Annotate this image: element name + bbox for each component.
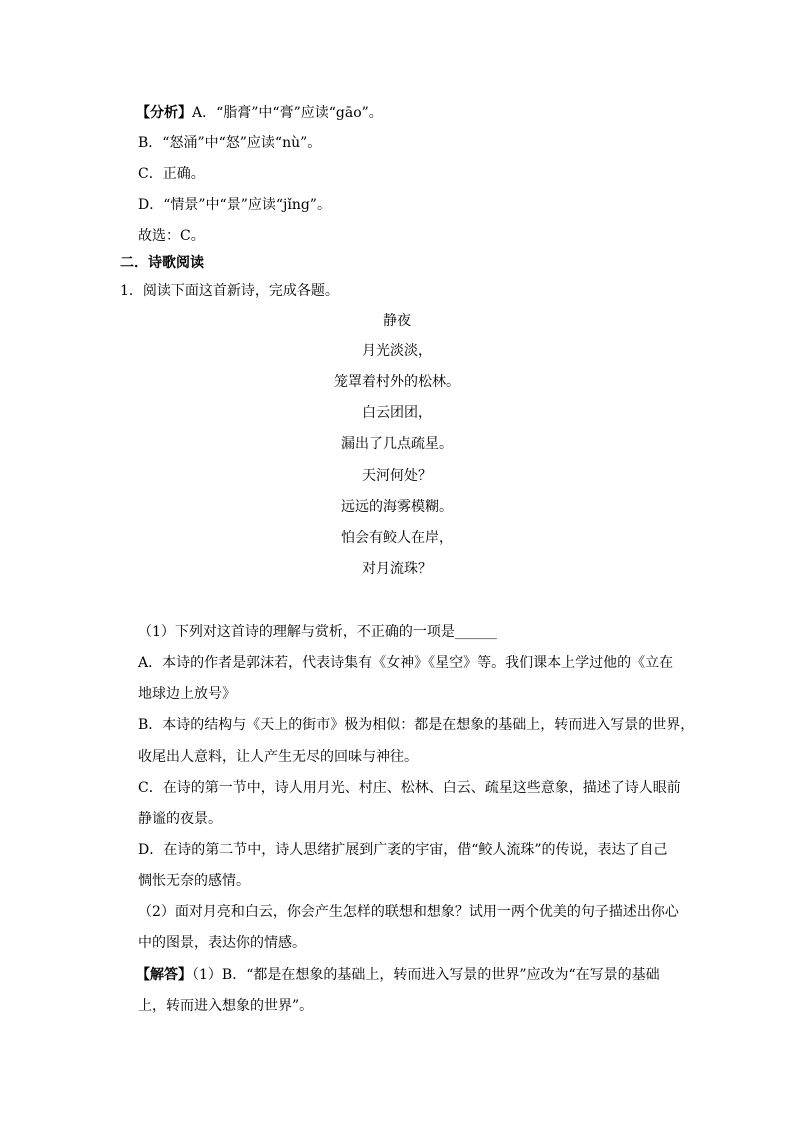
option-a-line-1: A．本诗的作者是郭沫若，代表诗集有《女神》《星空》等。我们课本上学过他的《立在 [138, 655, 674, 671]
poem-line: 怕会有鲛人在岸， [341, 530, 453, 546]
question-2-prompt-line-1: （2）面对月亮和白云，你会产生怎样的联想和想象？试用一两个优美的句子描述出你心 [138, 904, 679, 920]
answer-text-1: （1）B．“都是在想象的基础上，转而进入写景的世界”应改为“在写景的基础 [192, 967, 660, 983]
answer-line-1 [136, 965, 660, 985]
analysis-line-a [136, 103, 383, 123]
option-c-line-1: C．在诗的第一节中，诗人用月光、村庄、松林、白云、疏星这些意象，描述了诗人眼前 [138, 780, 681, 796]
poem-line: 月光淡淡， [362, 343, 432, 359]
analysis-line-c: C．正确。 [138, 166, 205, 182]
poem-line: 白云团团， [362, 405, 432, 421]
analysis-choice: 故选：C。 [138, 228, 205, 244]
poem-line: 对月流珠？ [362, 561, 432, 577]
question-intro: 1．阅读下面这首新诗，完成各题。 [120, 283, 339, 299]
question-1-prompt: （1）下列对这首诗的理解与赏析，不正确的一项是______ [138, 624, 497, 640]
option-b-line-2: 收尾出人意料，让人产生无尽的回味与神往。 [138, 749, 418, 765]
poem-line: 天河何处？ [362, 468, 432, 484]
option-a-line-2: 地球边上放号》 [138, 686, 236, 702]
poem-line: 漏出了几点疏星。 [341, 436, 453, 452]
analysis-line-b: B．“怒涌”中“怒”应读“nù”。 [138, 135, 322, 151]
poem-line: 远远的海雾模糊。 [341, 499, 453, 515]
option-d-line-2: 惆怅无奈的感情。 [138, 873, 250, 889]
answer-tag: 【解答】 [136, 967, 192, 983]
option-c-line-2: 静谧的夜景。 [138, 811, 222, 827]
analysis-tag: 【分析】 [136, 105, 192, 121]
section-heading: 二．诗歌阅读 [120, 255, 204, 271]
poem-line: 笼罩着村外的松林。 [334, 374, 460, 390]
answer-line-2: 上，转而进入想象的世界”。 [138, 998, 314, 1014]
question-2-prompt-line-2: 中的图景，表达你的情感。 [138, 935, 306, 951]
option-d-line-1: D．在诗的第二节中，诗人思绪扩展到广袤的宇宙，借“鲛人流珠”的传说，表达了自己 [138, 842, 668, 858]
poem-title: 静夜 [383, 313, 411, 329]
analysis-line-d: D．“情景”中“景”应读“jǐng”。 [138, 197, 331, 213]
analysis-text-a: A．“脂膏”中“膏”应读“gāo”。 [192, 105, 383, 121]
option-b-line-1: B．本诗的结构与《天上的街市》极为相似：都是在想象的基础上，转而进入写景的世界， [138, 717, 695, 733]
